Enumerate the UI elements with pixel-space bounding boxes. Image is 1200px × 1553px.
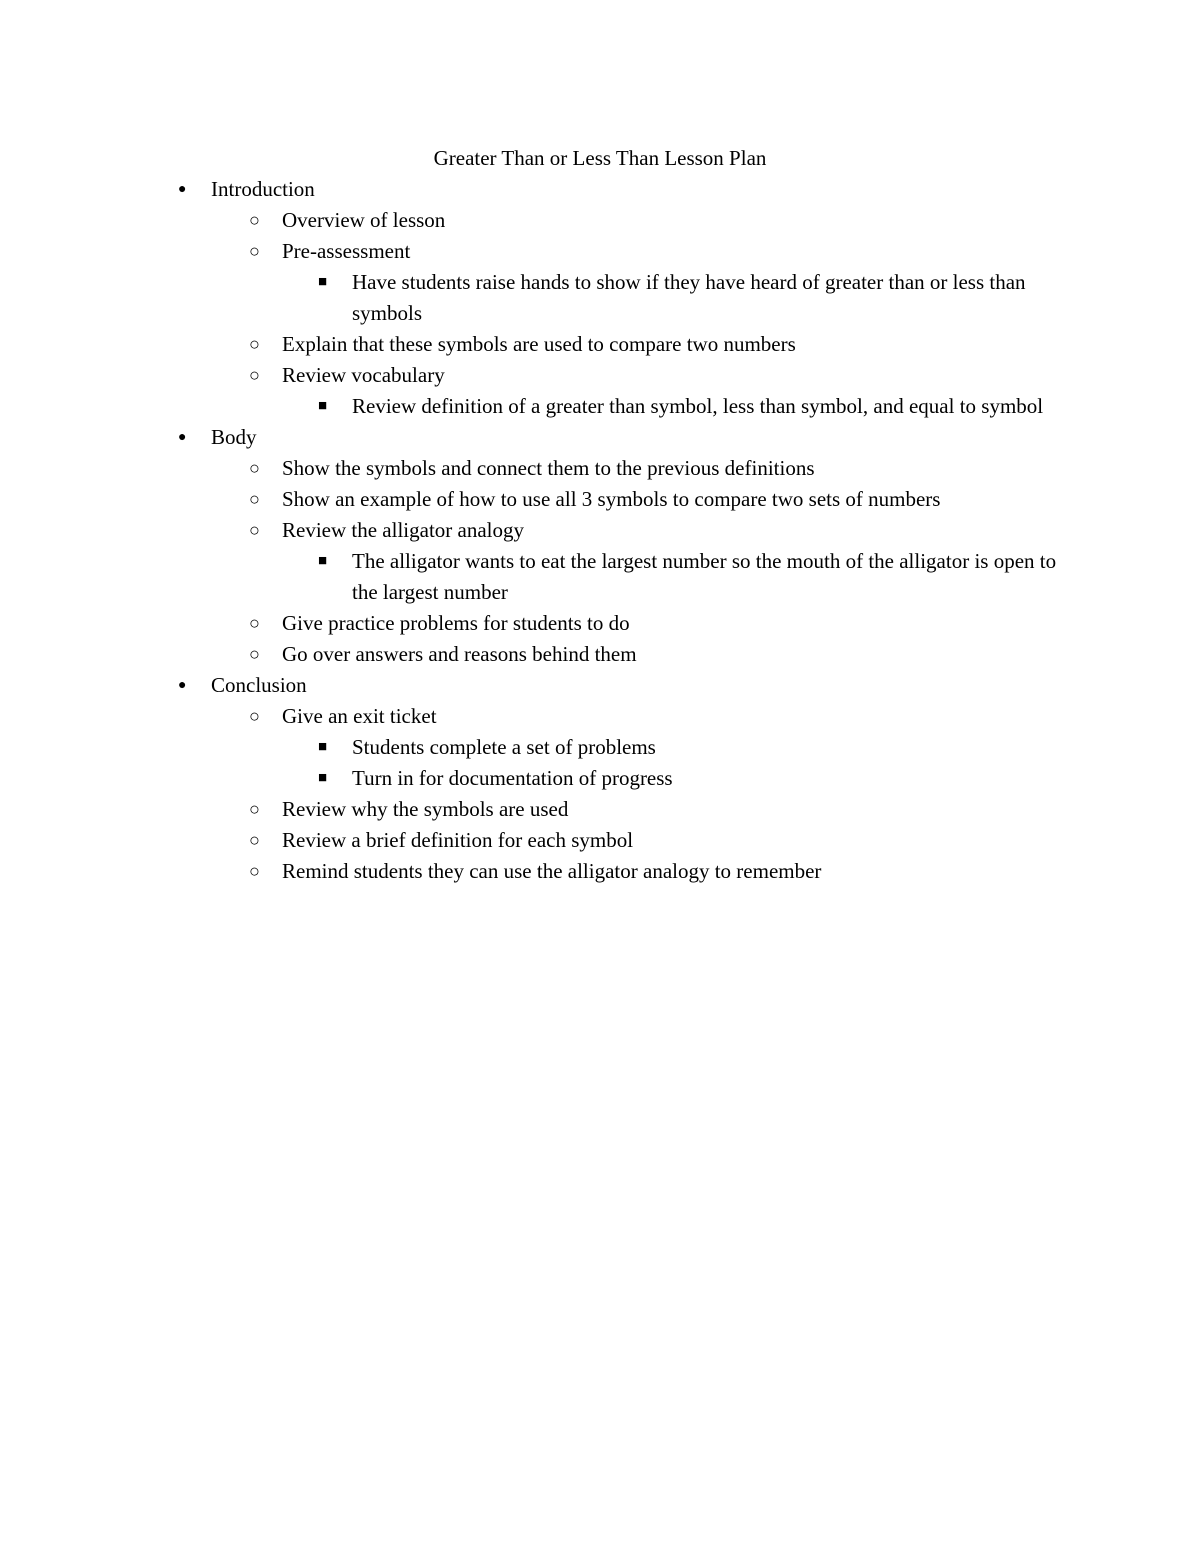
section-heading: Body [211,425,257,449]
list-item [0,453,1200,484]
list-item-text: Turn in for documentation of progress [352,766,673,790]
section-introduction [0,174,1200,205]
list-item [0,825,1200,856]
list-item [0,236,1200,267]
list-item-text: Give an exit ticket [282,704,437,728]
list-item-text: Overview of lesson [282,208,446,232]
list-item-text: Review vocabulary [282,363,445,387]
hollow-circle-bullet-icon: ○ [249,334,260,354]
square-bullet-icon: ■ [318,274,328,290]
filled-circle-bullet-icon: ● [178,430,187,445]
list-item [0,329,1200,360]
hollow-circle-bullet-icon: ○ [249,799,260,819]
section-body [0,422,1200,453]
square-bullet-icon: ■ [318,770,328,786]
list-item-text: Give practice problems for students to do [282,611,630,635]
section-heading: Conclusion [211,673,307,697]
list-item-text: Review the alligator analogy [282,518,525,542]
filled-circle-bullet-icon: ● [178,678,187,693]
hollow-circle-bullet-icon: ○ [249,458,260,478]
hollow-circle-bullet-icon: ○ [249,613,260,633]
hollow-circle-bullet-icon: ○ [249,520,260,540]
hollow-circle-bullet-icon: ○ [249,644,260,664]
hollow-circle-bullet-icon: ○ [249,861,260,881]
list-item-text: Review definition of a greater than symbol, less than symbol, and equal to symbol [352,394,1044,418]
list-item-text: Go over answers and reasons behind them [282,642,637,666]
list-item-text: Show the symbols and connect them to the previous definitions [282,456,815,480]
page-title: Greater Than or Less Than Lesson Plan [433,146,767,170]
list-item [0,515,1200,546]
list-item [0,794,1200,825]
list-item [0,360,1200,391]
list-item [0,763,1200,794]
hollow-circle-bullet-icon: ○ [249,241,260,261]
filled-circle-bullet-icon: ● [178,182,187,197]
hollow-circle-bullet-icon: ○ [249,489,260,509]
list-item [0,391,1200,422]
hollow-circle-bullet-icon: ○ [249,830,260,850]
square-bullet-icon: ■ [318,739,328,755]
list-item [0,639,1200,670]
list-item-text: The alligator wants to eat the largest number so the mouth of the alligator is open to the largest number [352,549,1057,604]
list-item-text: Explain that these symbols are used to compare two numbers [282,332,796,356]
list-item [0,484,1200,515]
list-item [0,701,1200,732]
list-item [0,267,1200,329]
list-item-text: Remind students they can use the alligator analogy to remember [282,859,822,883]
list-item-text: Show an example of how to use all 3 symbols to compare two sets of numbers [282,487,941,511]
list-item [0,732,1200,763]
square-bullet-icon: ■ [318,553,328,569]
list-item-text: Review a brief definition for each symbol [282,828,634,852]
square-bullet-icon: ■ [318,398,328,414]
list-item-text: Review why the symbols are used [282,797,569,821]
hollow-circle-bullet-icon: ○ [249,706,260,726]
list-item [0,205,1200,236]
list-item [0,856,1200,887]
hollow-circle-bullet-icon: ○ [249,210,260,230]
list-item [0,608,1200,639]
list-item-text: Pre-assessment [282,239,411,263]
list-item-text: Have students raise hands to show if they have heard of greater than or less than symbols [352,270,1026,325]
list-item [0,546,1200,608]
hollow-circle-bullet-icon: ○ [249,365,260,385]
section-heading: Introduction [211,177,315,201]
lesson-outline [0,174,1200,887]
list-item-text: Students complete a set of problems [352,735,656,759]
section-conclusion [0,670,1200,701]
